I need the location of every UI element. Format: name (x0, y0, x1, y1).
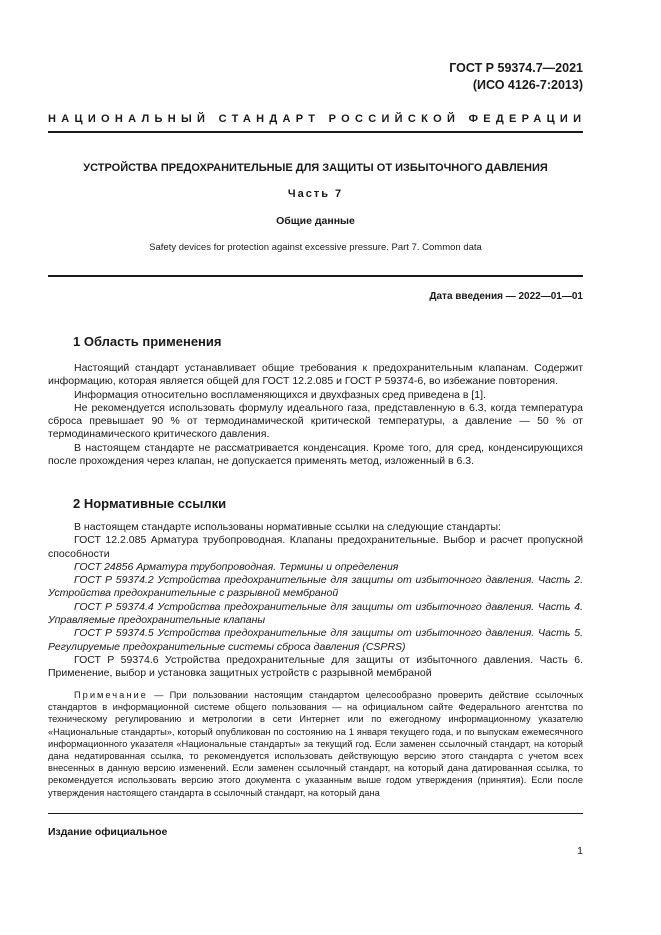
page-number: 1 (577, 845, 583, 857)
note-label: Примечание (74, 690, 148, 700)
paragraph: Не рекомендуется использовать формулу идеального газа, представленную в 6.3, когда температура сброса превышает 90 % от термодинамической критической температуры, а давление — 50 % от термодинамического критического давления. (48, 401, 583, 441)
section-2-body (48, 521, 583, 681)
reference-item: ГОСТ Р 59374.6 Устройства предохранительные для защиты от избыточного давления. Часть 6. Применение, выбор и установка защитных устройств с разрывной мембраной (48, 653, 583, 680)
english-title: Safety devices for protection against excessive pressure. Part 7. Common data (149, 242, 482, 253)
reference-item: ГОСТ Р 59374.5 Устройства предохранительные для защиты от избыточного давления. Часть 5. Регулируемые предохранительные системы сброса давления (CSPRS) (48, 627, 583, 653)
reference-item: ГОСТ Р 59374.2 Устройства предохранительные для защиты от избыточного давления. Часть 2. Устройства предохранительные с разрывной мембраной (48, 574, 583, 600)
reference-note (48, 689, 583, 799)
top-divider (48, 131, 583, 133)
note-text: — При пользовании настоящим стандартом целесообразно проверить действие ссылочных стандартов в информационной системе общего пользования — на официальном сайте Федерального агентства по техническому регулированию и метрологии в сети Интернет или по ежегодному информационному указателю «Национальные стандарты», который опубликован по состоянию на 1 января текущего года, и по выпускам ежемесячного информационного указателя «Национальные стандарты» за текущий год. Если заменен ссылочный стандарт, на который дана недатированная ссылка, то рекомендуется использовать действующую версию этого стандарта с учетом всех внесенных в данную версию изменений. Если заменен ссылочный стандарт, на который дана датированная ссылка, то рекомендуется использовать версию этого документа с указанным выше годом утверждения (принятия). Если после утверждения настоящего стандарта в ссылочный стандарт, на который дана (48, 690, 583, 798)
paragraph: Настоящий стандарт устанавливает общие требования к предохранительным клапанам. Содержит информацию, которая является общей для ГОСТ 12.2.085 и ГОСТ Р 59374-6, во избежание повторения. (48, 362, 583, 388)
footer-divider (48, 813, 583, 814)
section-1-body (48, 362, 583, 468)
document-subtitle: Общие данные (276, 215, 355, 227)
reference-item: ГОСТ 12.2.085 Арматура трубопроводная. Клапаны предохранительные. Выбор и расчет пропускной способности (48, 534, 583, 560)
section-1-heading: 1 Область применения (73, 334, 222, 349)
official-edition-label: Издание официальное (48, 826, 168, 838)
reference-item: ГОСТ 24856 Арматура трубопроводная. Термины и определения (74, 560, 399, 573)
national-standard-banner: НАЦИОНАЛЬНЫЙ СТАНДАРТ РОССИЙСКОЙ ФЕДЕРАЦИИ (48, 113, 587, 125)
title-divider (48, 275, 583, 277)
introduction-date: Дата введения — 2022—01—01 (429, 291, 583, 302)
document-title: УСТРОЙСТВА ПРЕДОХРАНИТЕЛЬНЫЕ ДЛЯ ЗАЩИТЫ ОТ ИЗБЫТОЧНОГО ДАВЛЕНИЯ (83, 162, 548, 174)
paragraph: В настоящем стандарте не рассматривается конденсация. Кроме того, для сред, конденсирующихся после прохождения через клапан, не допускается применять метод, изложенный в 6.3. (48, 441, 583, 468)
paragraph: В настоящем стандарте использованы нормативные ссылки на следующие стандарты: (74, 521, 501, 533)
reference-item: ГОСТ Р 59374.4 Устройства предохранительные для защиты от избыточного давления. Часть 4. Управляемые предохранительные клапаны (48, 600, 583, 627)
iso-number: (ИСО 4126-7:2013) (472, 78, 583, 92)
standard-number: ГОСТ Р 59374.7—2021 (449, 61, 583, 75)
paragraph: Информация относительно воспламеняющихся и двухфазных сред приведена в [1]. (74, 388, 486, 401)
section-2-heading: 2 Нормативные ссылки (73, 496, 227, 511)
part-label: Часть 7 (287, 188, 344, 200)
